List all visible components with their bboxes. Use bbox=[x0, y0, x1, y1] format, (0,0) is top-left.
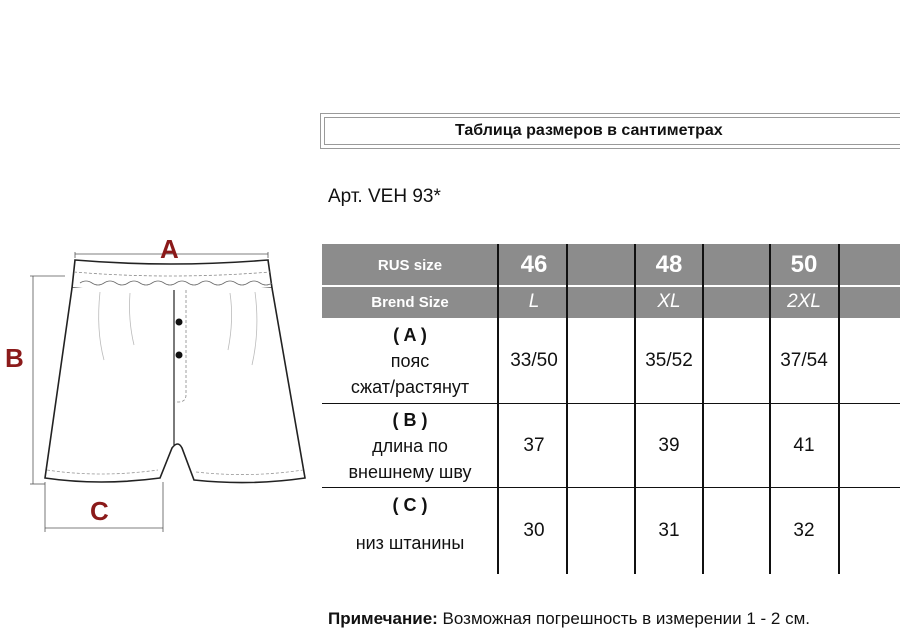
row-a-line1: пояс bbox=[390, 350, 430, 371]
row-b-key: ( B ) bbox=[392, 409, 428, 430]
rus-size-46: 46 bbox=[500, 244, 568, 286]
measurement-note bbox=[328, 609, 810, 629]
brend-size-header: Brend Size bbox=[322, 286, 498, 318]
row-c-label bbox=[322, 488, 498, 574]
rus-size-header: RUS size bbox=[322, 244, 498, 286]
grid-line bbox=[566, 244, 568, 574]
brend-size-l: L bbox=[500, 286, 568, 318]
size-table bbox=[322, 244, 900, 574]
dimension-c-label: C bbox=[90, 496, 109, 526]
shorts-diagram bbox=[0, 230, 320, 540]
cell-c-48: 31 bbox=[658, 520, 680, 541]
row-b-line1: длина по bbox=[372, 435, 448, 456]
brend-size-xl: XL bbox=[635, 286, 703, 318]
cell-a-46: 33/50 bbox=[510, 350, 558, 371]
row-a-line2: сжат/растянут bbox=[350, 377, 470, 398]
page-title: Таблица размеров в сантиметрах bbox=[324, 117, 900, 145]
title-frame bbox=[320, 113, 900, 149]
grid-line bbox=[634, 244, 636, 574]
cell-b-46: 37 bbox=[523, 435, 545, 456]
grid-line bbox=[769, 244, 771, 574]
note-text: Возможная погрешность в измерении 1 - 2 см. bbox=[437, 609, 811, 628]
row-b-line2: внешнему шву bbox=[348, 462, 472, 483]
grid-line bbox=[838, 244, 840, 574]
waistband-shape bbox=[72, 260, 272, 292]
brend-size-2xl: 2XL bbox=[770, 286, 838, 318]
cell-a-48: 35/52 bbox=[645, 350, 693, 371]
rus-size-50: 50 bbox=[770, 244, 838, 286]
cell-b-50: 41 bbox=[793, 435, 815, 456]
grid-line bbox=[497, 244, 499, 574]
row-c-key: ( C ) bbox=[392, 495, 428, 515]
cell-b-48: 39 bbox=[658, 435, 680, 456]
cell-c-46: 30 bbox=[523, 520, 545, 541]
grid-line bbox=[322, 487, 900, 488]
article-number: Арт. VEH 93* bbox=[328, 186, 441, 207]
dimension-b-label: B bbox=[5, 343, 24, 373]
rus-size-48: 48 bbox=[635, 244, 703, 286]
cell-a-50: 37/54 bbox=[780, 350, 828, 371]
row-a-key: ( A ) bbox=[393, 324, 427, 345]
grid-line bbox=[322, 403, 900, 404]
shorts-body-shape bbox=[45, 288, 305, 483]
row-c-line2: низ штанины bbox=[355, 533, 465, 554]
row-b-label bbox=[322, 404, 498, 488]
note-label: Примечание: bbox=[328, 609, 438, 628]
dimension-a-label: A bbox=[160, 234, 179, 264]
grid-line bbox=[702, 244, 704, 574]
row-a-label bbox=[322, 318, 498, 404]
cell-c-50: 32 bbox=[793, 520, 815, 541]
